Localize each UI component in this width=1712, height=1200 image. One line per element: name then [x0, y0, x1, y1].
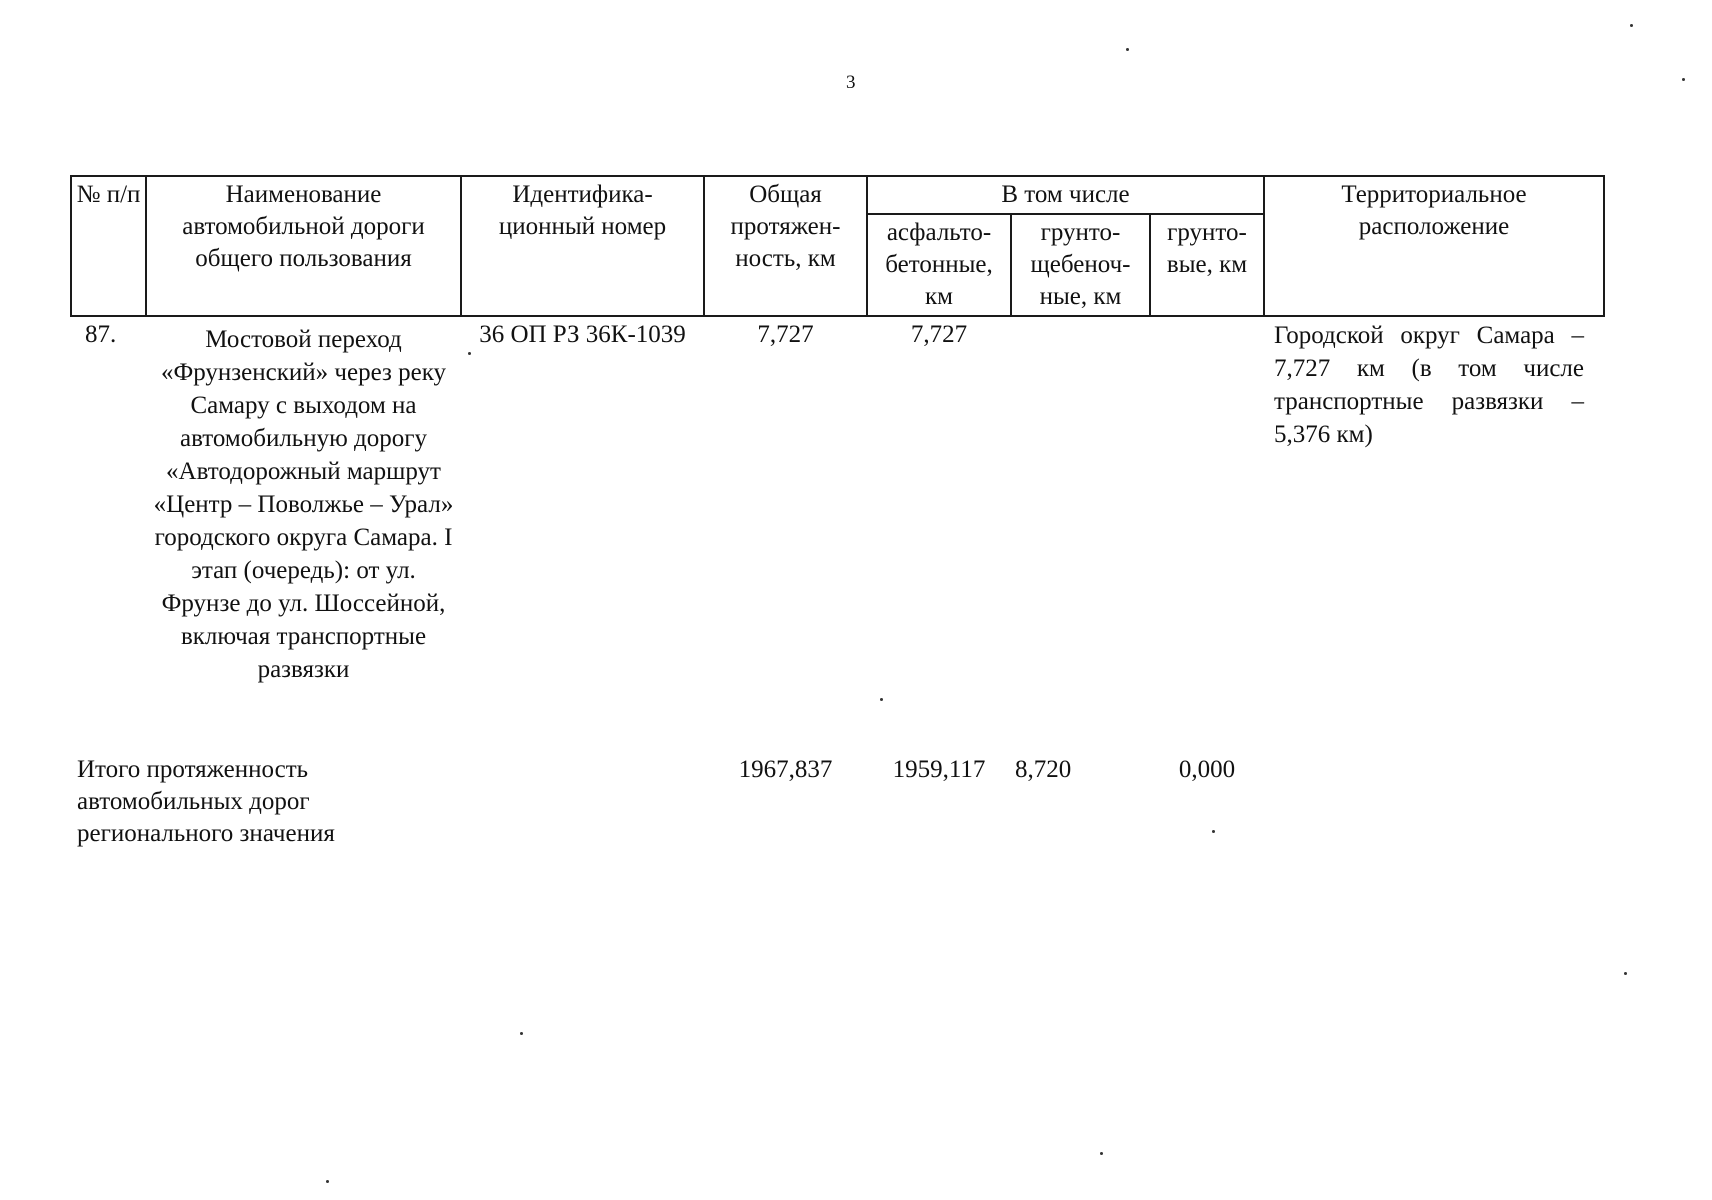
header-territory: Территориальное расположение	[1264, 176, 1604, 316]
header-id: Идентифика-ционный номер	[461, 176, 704, 316]
row-dirt	[1150, 316, 1264, 688]
total-label-cell	[71, 752, 704, 852]
total-dirt: 0,000	[1178, 756, 1236, 783]
row-gravel	[1011, 316, 1150, 688]
header-length: Общая протяжен-ность, км	[704, 176, 867, 316]
total-asphalt: 1959,117	[892, 756, 986, 783]
row-length: 7,727	[757, 321, 814, 348]
roads-table	[70, 175, 1605, 852]
row-territory: Городской округ Самара – 7,727 км (в том числе транспортные развязки – 5,376 км)	[1274, 322, 1584, 448]
total-row	[71, 752, 1604, 852]
header-dirt: грунто-вые, км	[1150, 214, 1264, 316]
table-header	[71, 176, 1604, 316]
header-gravel: грунто-щебеноч-ные, км	[1011, 214, 1150, 316]
total-length: 1967,837	[738, 756, 833, 783]
header-name: Наименование автомобильной дороги общего пользования	[146, 176, 461, 316]
page-number: 3	[846, 72, 856, 93]
row-num: 87.	[85, 321, 117, 348]
header-num: № п/п	[71, 176, 146, 316]
total-gravel: 8,720	[1015, 756, 1072, 783]
total-label: Итого протяженность автомобильных дорог регионального значения	[77, 756, 335, 847]
row-asphalt: 7,727	[910, 321, 968, 348]
header-asphalt: асфальто-бетонные, км	[867, 214, 1011, 316]
row-id: 36 ОП РЗ 36К-1039	[479, 321, 686, 348]
table-row	[71, 316, 1604, 688]
header-including: В том числе	[867, 176, 1264, 214]
row-name: Мостовой переход «Фрунзенский» через реку Самару с выходом на автомобильную дорогу «Автодорожный маршрут «Центр – Поволжье – Урал» городского округа Самара. I этап (очередь): от ул. Фрунзе до ул. Шоссейной, включая транспортные развязки	[153, 326, 454, 683]
